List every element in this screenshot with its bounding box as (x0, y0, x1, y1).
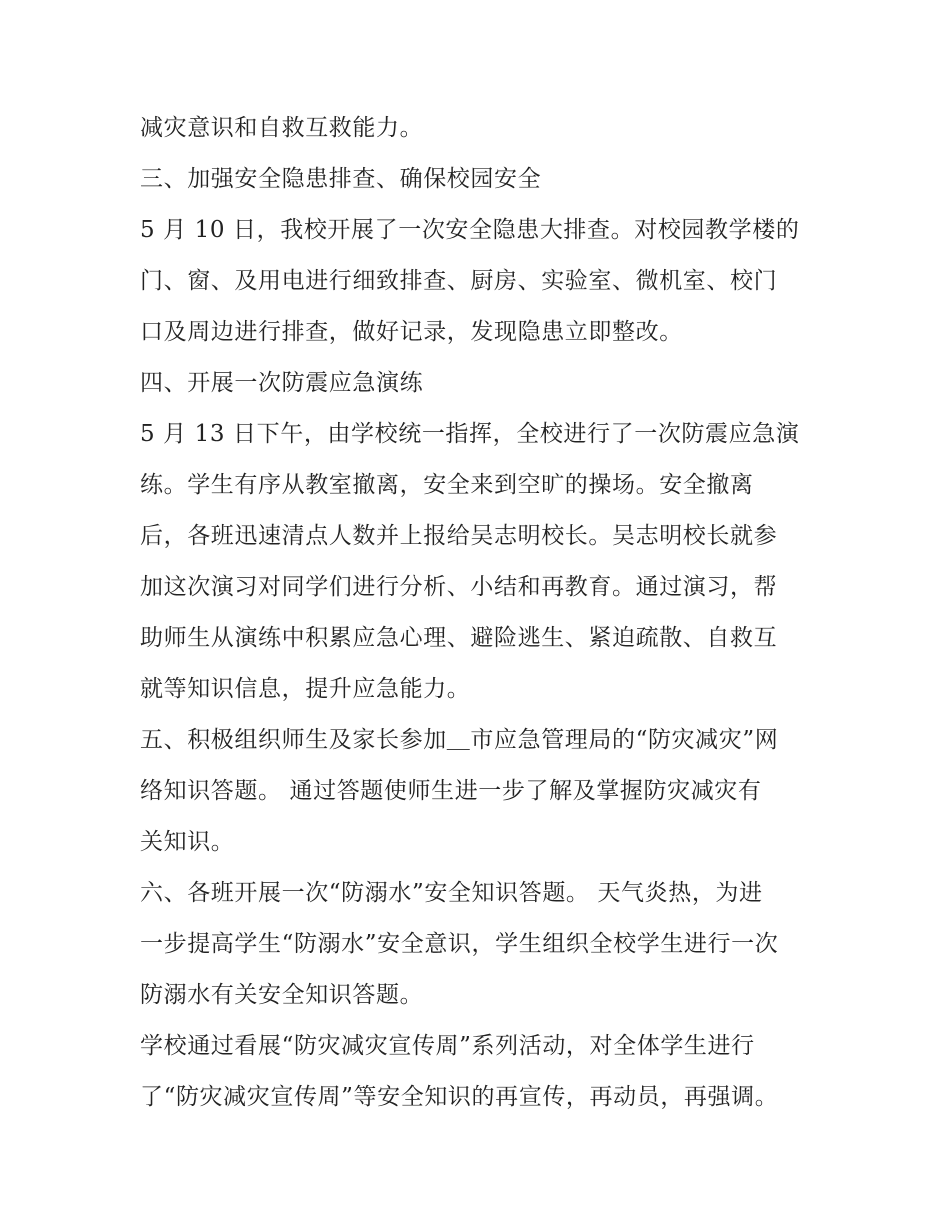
section-heading-6: 六、各班开展一次“防溺水”安全知识答题。 天气炎热，为进 (140, 880, 763, 906)
text-line: 练。学生有序从教室撤离，安全来到空旷的操场。安全撤离 (140, 472, 754, 498)
text-line: 5 月 13 日下午，由学校统一指挥，全校进行了一次防震应急演 (140, 421, 800, 447)
text-line: 学校通过看展“防灾减灾宣传周”系列活动，对全体学生进行 (140, 1033, 755, 1059)
text-line: 一步提高学生“防溺水”安全意识，学生组织全校学生进行一次 (140, 931, 779, 957)
text-line: 助师生从演练中积累应急心理、避险逃生、紧迫疏散、自救互 (140, 625, 778, 651)
document-body (140, 103, 830, 1123)
text-line: 加这次演习对同学们进行分析、小结和再教育。通过演习，帮 (140, 574, 778, 600)
section-heading-3: 三、加强安全隐患排查、确保校园安全 (140, 166, 542, 192)
text-line: 口及周边进行排查，做好记录，发现隐患立即整改。 (140, 319, 683, 345)
text-line: 就等知识信息，提升应急能力。 (140, 676, 471, 702)
text-line: 门、窗、及用电进行细致排查、厨房、实验室、微机室、校门 (140, 268, 778, 294)
text-line: 减灾意识和自救互救能力。 (140, 115, 424, 141)
text-line: 5 月 10 日，我校开展了一次安全隐患大排查。对校园教学楼的 (140, 217, 800, 243)
text-line: 了“防灾减灾宣传周”等安全知识的再宣传，再动员，再强调。 (140, 1084, 779, 1110)
text-line: 关知识。 (140, 829, 235, 855)
section-heading-5: 五、积极组织师生及家长参加＿市应急管理局的“防灾减灾”网 (140, 727, 779, 753)
text-line: 络知识答题。 通过答题使师生进一步了解及掌握防灾减灾有 (140, 778, 762, 804)
text-line: 后，各班迅速清点人数并上报给吴志明校长。吴志明校长就参 (140, 523, 778, 549)
text-line: 防溺水有关安全知识答题。 (140, 982, 424, 1008)
section-heading-4: 四、开展一次防震应急演练 (140, 370, 424, 396)
